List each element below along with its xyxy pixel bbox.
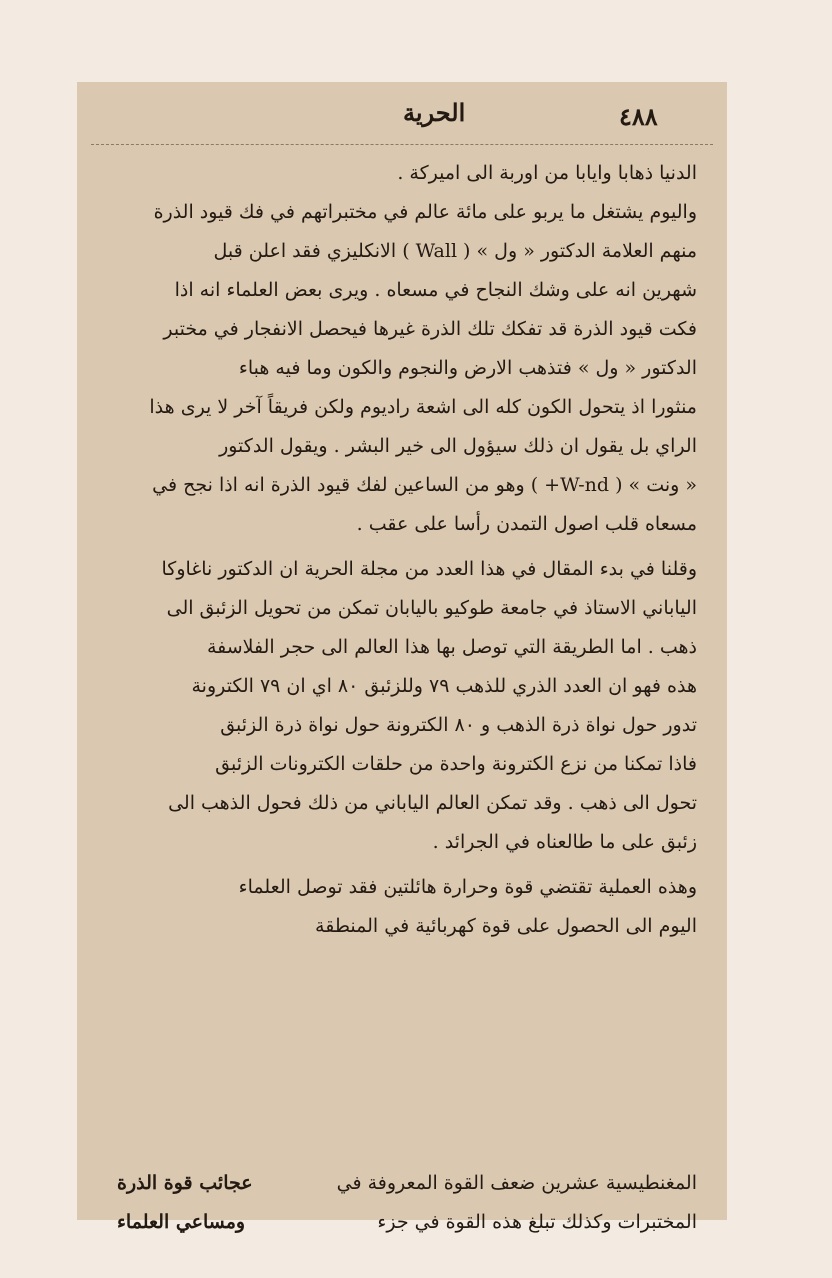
text-line: تدور حول نواة ذرة الذهب و ٨٠ الكترونة حول نواة ذرة الزئبق [220, 714, 697, 736]
text-line: تحول الى ذهب . وقد تمكن العالم الياباني من ذلك فحول الذهب الى [168, 792, 697, 814]
text-line: وهذه العملية تقتضي قوة وحرارة هائلتين فقد توصل العلماء [238, 876, 697, 898]
text-line: اليوم الى الحصول على قوة كهربائية في المنطقة [315, 915, 697, 937]
text-line: الراي بل يقول ان ذلك سيؤول الى خير البشر . ويقول الدكتور [219, 435, 697, 457]
page-number: ٤٨٨ [619, 102, 658, 131]
text-line: فكت قيود الذرة قد تفكك تلك الذرة غيرها فيحصل الانفجار في مختبر [163, 318, 697, 340]
text-line: فاذا تمكنا من نزع الكترونة واحدة من حلقات الكترونات الزئبق [215, 753, 697, 775]
text-line: مسعاه قلب اصول التمدن رأسا على عقب . [356, 513, 697, 535]
text-line: الياباني الاستاذ في جامعة طوكيو باليابان تمكن من تحويل الزئبق الى [166, 597, 697, 619]
book-page [77, 82, 727, 1233]
text-line: واليوم يشتغل ما يربو على مائة عالم في مختبراتهم في فك قيود الذرة [153, 201, 697, 223]
split-line [117, 1164, 697, 1203]
text-line: منهم العلامة الدكتور « ول » ( Wall ) الانكليزي فقد اعلن قبل [213, 240, 697, 262]
text-line: « ونت » ( W-nd+ ) وهو من الساعين لفك قيود الذرة انه اذا نجح في [152, 474, 697, 496]
text-line: وقلنا في بدء المقال في هذا العدد من مجلة الحرية ان الدكتور ناغاوكا [161, 558, 697, 580]
text-line: الدنيا ذهابا وايابا من اوربة الى اميركة . [397, 162, 697, 184]
page-header [91, 82, 713, 145]
text-line: هذه فهو ان العدد الذري للذهب ٧٩ وللزئبق ٨٠ اي ان ٧٩ الكترونة [191, 675, 697, 697]
text-line: زئبق على ما طالعناه في الجرائد . [432, 831, 697, 853]
split-line [117, 1203, 697, 1242]
sidenote-rows [117, 1164, 697, 1242]
text-line: منثورا اذ يتحول الكون كله الى اشعة راديوم ولكن فريقاً آخر لا يرى هذا [149, 396, 697, 418]
text-line: شهرين انه على وشك النجاح في مسعاه . ويرى بعض العلماء انه اذا [174, 279, 697, 301]
line-text: المغنطيسية عشرين ضعف القوة المعروفة في [336, 1172, 697, 1194]
line-text: المختبرات وكذلك تبلغ هذه القوة في جزء [377, 1211, 697, 1233]
running-title: الحرية [403, 98, 466, 127]
text-line: الدكتور « ول » فتذهب الارض والنجوم والكون وما فيه هباء [238, 357, 697, 379]
text-line: ذهب . اما الطريقة التي توصل بها هذا العالم الى حجر الفلاسفة [206, 636, 697, 658]
margin-heading: عجائب قوة الذرة [117, 1172, 253, 1194]
margin-heading: ومساعي العلماء [117, 1211, 246, 1233]
article-body [117, 154, 697, 946]
